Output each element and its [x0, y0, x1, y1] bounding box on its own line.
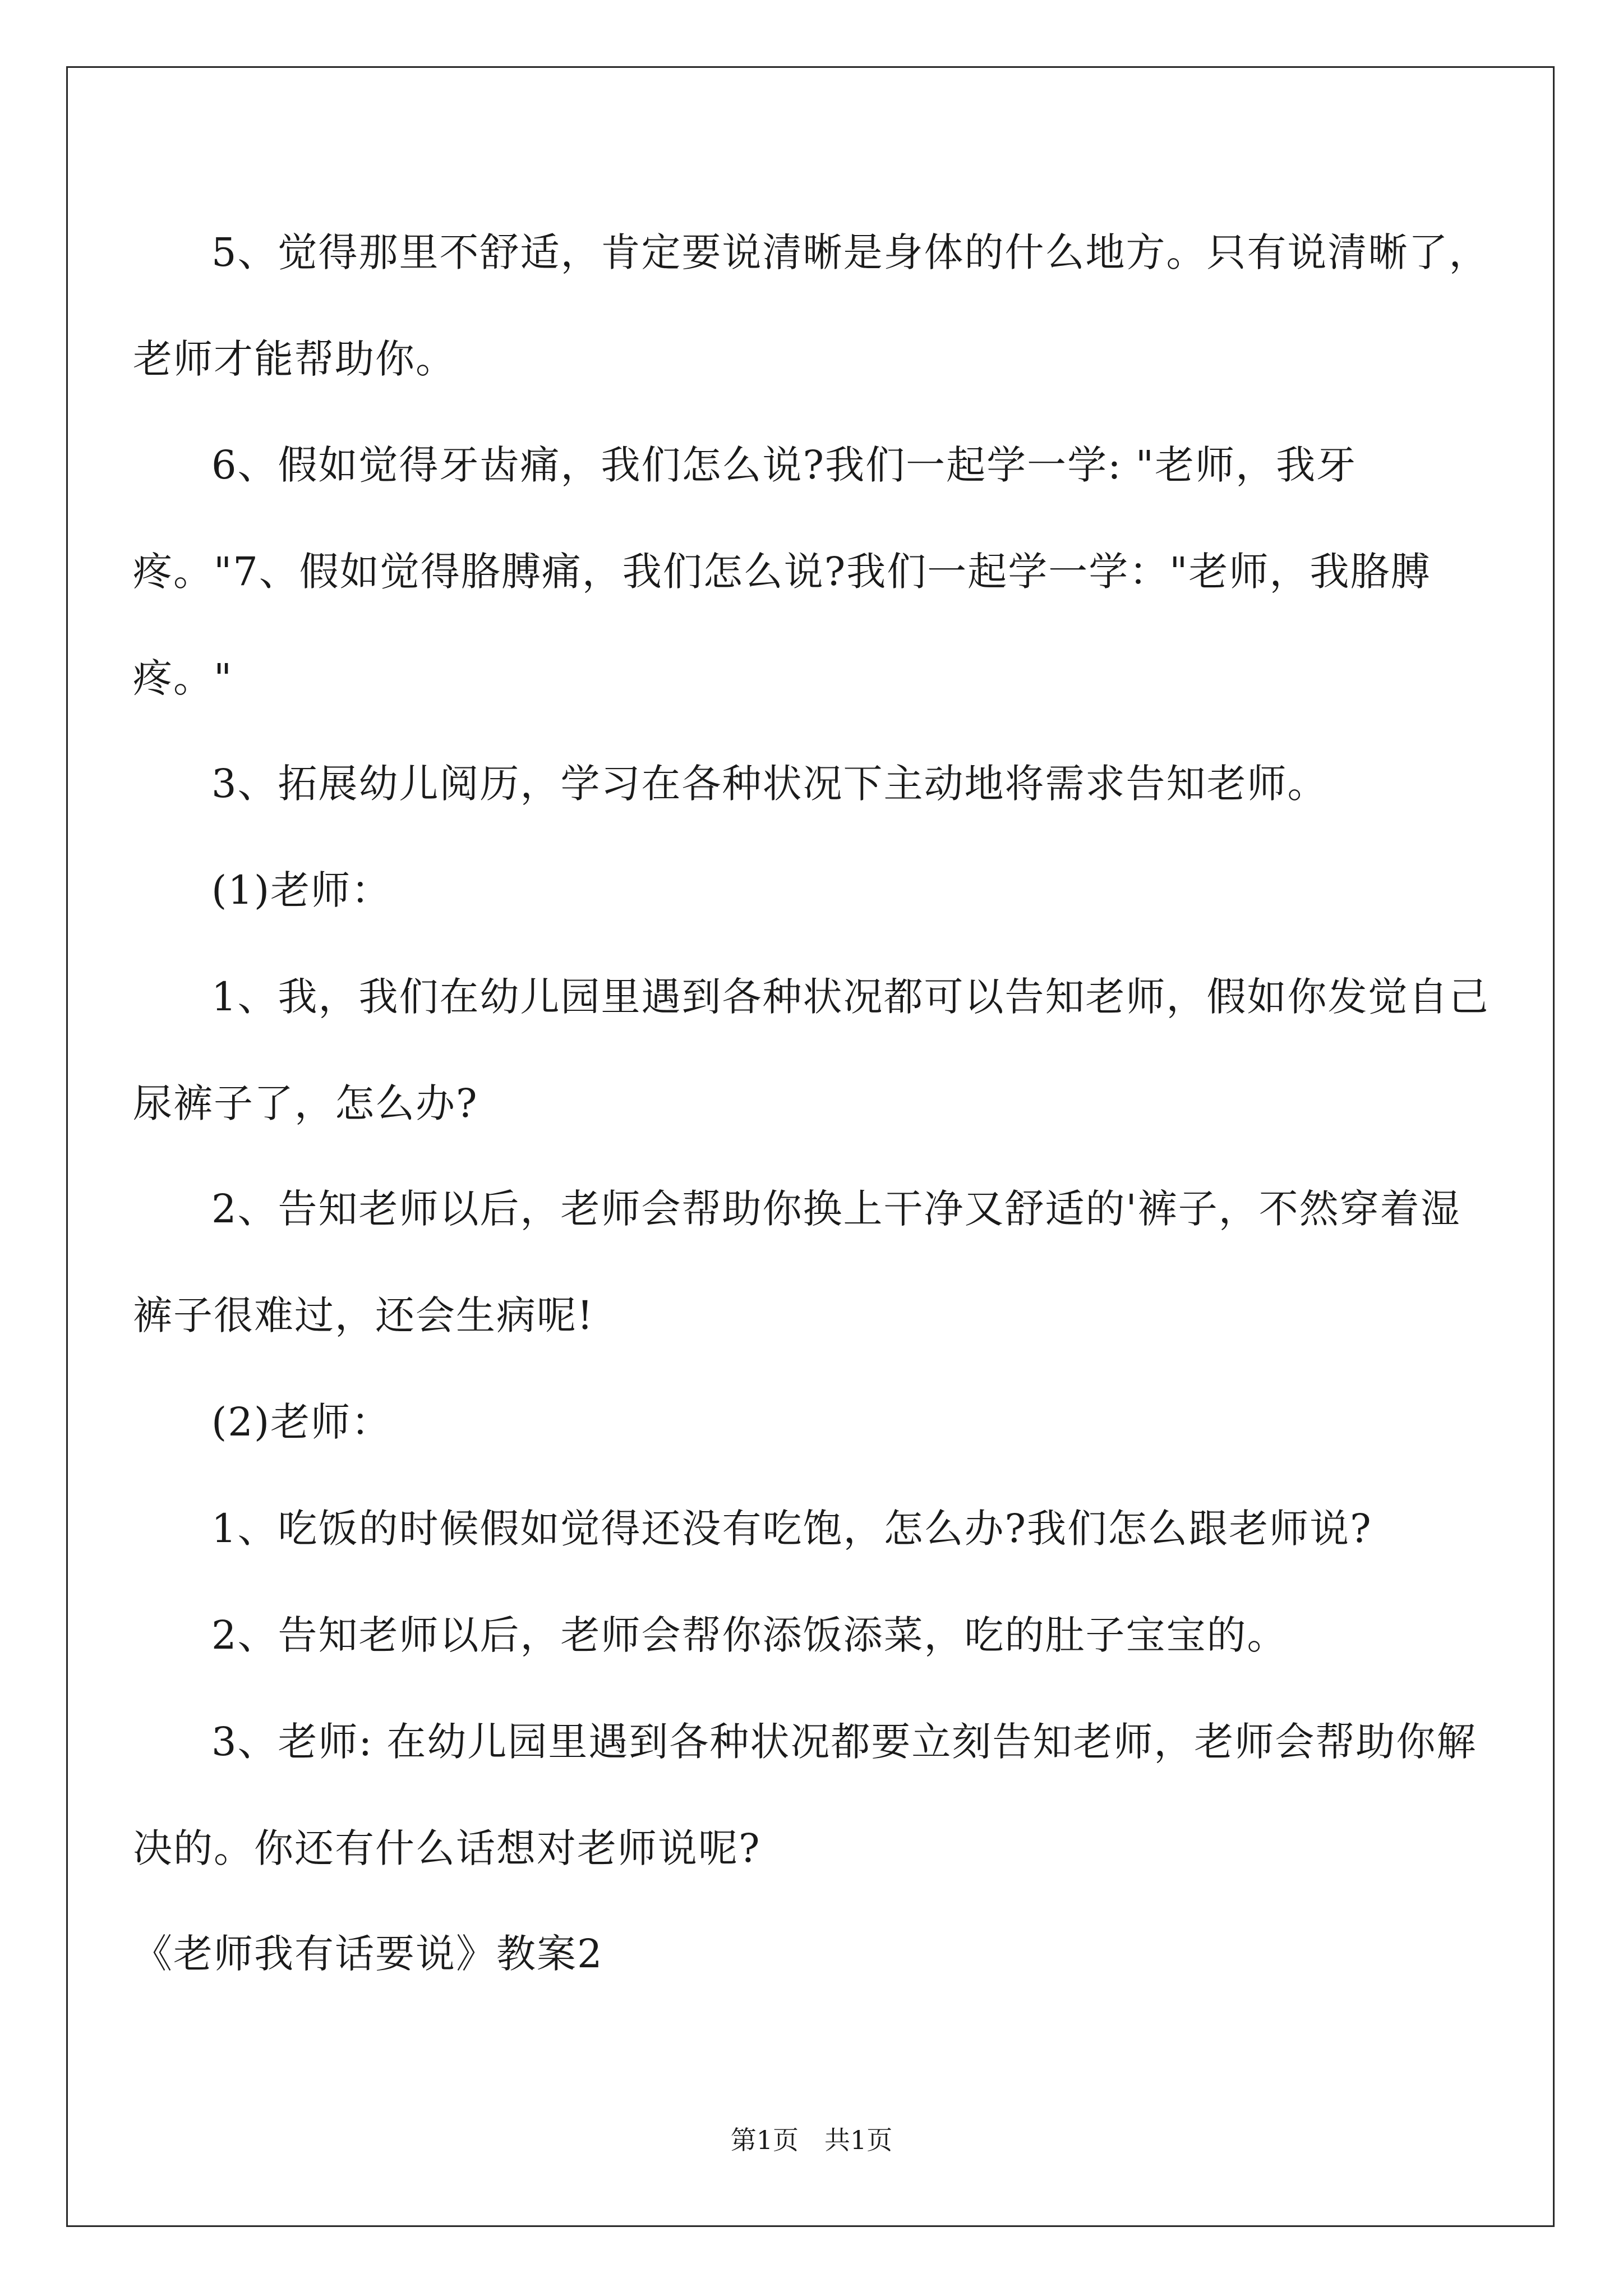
paragraph-1: 5、觉得那里不舒适，肯定要说清晰是身体的什么地方。只有说清晰了，老师才能帮助你。 [133, 229, 1490, 382]
paragraph-7: (2)老师： [211, 1399, 392, 1445]
section-heading: 《老师我有话要说》教案2 [133, 1931, 603, 1977]
paragraph-6: 2、告知老师以后，老师会帮助你换上干净又舒适的'裤子，不然穿着湿裤子很难过，还会生病呢! [133, 1186, 1461, 1338]
paragraph-10: 3、老师: 在幼儿园里遇到各种状况都要立刻告知老师，老师会帮助你解决的。你还有什么话想对老师说呢? [133, 1719, 1477, 1871]
page-footer: 第1页 共1页 [730, 2125, 893, 2155]
paragraph-5: 1、我，我们在幼儿园里遇到各种状况都可以告知老师，假如你发觉自己尿裤子了，怎么办? [133, 974, 1490, 1126]
paragraph-4: (1)老师： [211, 867, 392, 913]
paragraph-3: 3、拓展幼儿阅历，学习在各种状况下主动地将需求告知老师。 [211, 761, 1328, 807]
paragraph-8: 1、吃饭的时候假如觉得还没有吃饱，怎么办?我们怎么跟老师说? [211, 1506, 1372, 1552]
paragraph-9: 2、告知老师以后，老师会帮你添饭添菜，吃的肚子宝宝的。 [211, 1612, 1288, 1658]
paragraph-2: 6、假如觉得牙齿痛，我们怎么说?我们一起学一学: "老师，我牙疼。"7、假如觉得胳膊痛，我们怎么说?我们一起学一学："老师，我胳膊疼。" [133, 442, 1431, 701]
